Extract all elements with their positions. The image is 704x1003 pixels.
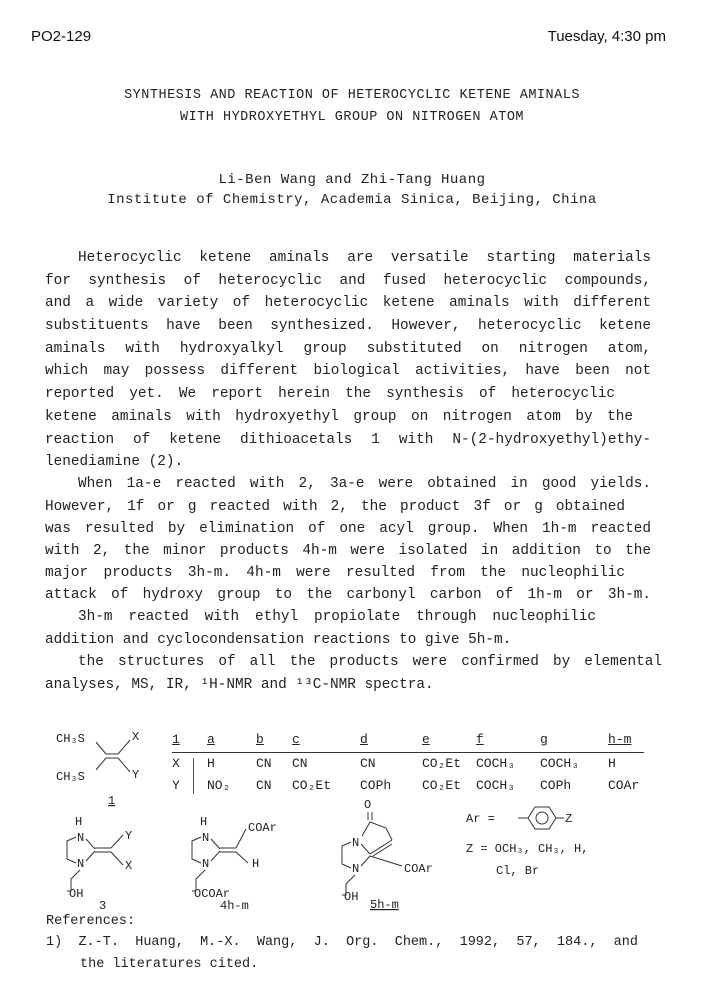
- atom-label: OCOAr: [194, 887, 231, 901]
- text-line: addition and cyclocondensation reactions to give 5h-m.: [45, 632, 512, 648]
- z-values: Cl, Br: [496, 864, 540, 878]
- table-header: b: [256, 732, 264, 747]
- table-header: h-m: [608, 732, 632, 747]
- table-cell: H: [207, 756, 215, 771]
- atom-label: O: [364, 798, 372, 812]
- table-divider: [193, 758, 194, 794]
- z-label: Z: [565, 812, 573, 826]
- z-values: Z = OCH₃, CH₃, H,: [466, 842, 589, 856]
- atom-label: CH₃S: [56, 770, 85, 784]
- table-cell: NO₂: [207, 778, 231, 793]
- atom-label: N: [352, 836, 360, 850]
- text-line: the structures of all the products were confirmed by elemental: [78, 654, 662, 670]
- text-line: substituents have been synthesized. However, heterocyclic ketene: [45, 318, 651, 334]
- title-line-2: WITH HYDROXYETHYL GROUP ON NITROGEN ATOM: [179, 110, 525, 125]
- atom-label: OH: [344, 890, 359, 904]
- atom-label: H: [252, 857, 260, 871]
- session-time: Tuesday, 4:30 pm: [547, 28, 666, 45]
- table-cell: CO₂Et: [422, 778, 462, 793]
- text-line: When 1a-e reacted with 2, 3a-e were obtained in good yields.: [78, 476, 651, 492]
- text-line: aminals with hydroxyalkyl group substituted on nitrogen atom,: [45, 341, 651, 357]
- table-cell: COCH₃: [476, 756, 516, 771]
- atom-label: N: [202, 831, 210, 845]
- compound-label: 5h-m: [370, 898, 399, 912]
- references-heading: References:: [46, 914, 136, 929]
- text-line: attack of hydroxy group to the carbonyl carbon of 1h-m or 3h-m.: [45, 587, 651, 603]
- text-line: ketene aminals with hydroxyethyl group on nitrogen atom by the: [45, 409, 633, 425]
- structure-5h-m: [330, 796, 450, 912]
- table-header: e: [422, 732, 430, 747]
- bond-lines: [67, 835, 123, 891]
- table-cell: CN: [292, 756, 308, 771]
- benzene-ring-icon: [518, 807, 564, 829]
- affiliation: Institute of Chemistry, Academia Sinica, Beijing, China: [107, 192, 597, 208]
- text-line: and a wide variety of heterocyclic ketene aminals with different: [45, 295, 651, 311]
- table-cell: COPh: [540, 778, 572, 793]
- bond-lines: [96, 740, 130, 772]
- table-cell: H: [608, 756, 616, 771]
- text-line: major products 3h-m. 4h-m were resulted from the nucleophilic: [45, 565, 625, 581]
- atom-label: N: [202, 857, 210, 871]
- structure-1: [50, 728, 170, 808]
- atom-label: Y: [125, 829, 133, 843]
- table-cell: CN: [360, 756, 376, 771]
- structure-3: [55, 815, 155, 910]
- atom-label: COAr: [404, 862, 433, 876]
- authors: Li-Ben Wang and Zhi-Tang Huang: [218, 172, 486, 188]
- table-rule: [172, 752, 644, 753]
- atom-label: COAr: [248, 821, 277, 835]
- atom-label: X: [125, 859, 133, 873]
- table-cell: CO₂Et: [422, 756, 462, 771]
- table-cell: CN: [256, 778, 272, 793]
- session-id: PO2-129: [31, 28, 92, 45]
- table-cell: CN: [256, 756, 272, 771]
- compound-label: 3: [99, 899, 107, 910]
- table-header: f: [476, 732, 484, 747]
- text-line: was resulted by elimination of one acyl group. When 1h-m reacted: [45, 521, 651, 537]
- table-cell: COPh: [360, 778, 392, 793]
- structure-4h-m: [180, 815, 290, 910]
- atom-label: H: [200, 815, 208, 829]
- title-line-1: SYNTHESIS AND REACTION OF HETEROCYCLIC KETENE AMINALS: [124, 88, 580, 103]
- table-header: c: [292, 732, 300, 747]
- atom-label: Y: [132, 768, 140, 782]
- table-compound: 1: [172, 732, 180, 747]
- table-cell: COCH₃: [476, 778, 516, 793]
- aryl-definition: [462, 802, 642, 892]
- bond-lines: [192, 829, 248, 891]
- table-header: g: [540, 732, 548, 747]
- ar-label: Ar =: [466, 812, 495, 826]
- text-line: 3h-m reacted with ethyl propiolate through nucleophilic: [78, 609, 596, 625]
- text-line: analyses, MS, IR, ¹H-NMR and ¹³C-NMR spectra.: [45, 677, 434, 693]
- atom-label: H: [75, 815, 83, 829]
- table-cell: CO₂Et: [292, 778, 332, 793]
- bond-lines: [342, 812, 402, 895]
- reference-item-continued: the literatures cited.: [80, 957, 259, 972]
- atom-label: X: [132, 730, 140, 744]
- table-cell: COAr: [608, 778, 640, 793]
- atom-label: N: [77, 857, 85, 871]
- text-line: Heterocyclic ketene aminals are versatile starting materials: [78, 250, 651, 266]
- row-label: Y: [172, 778, 180, 793]
- text-line: However, 1f or g reacted with 2, the product 3f or g obtained: [45, 499, 625, 515]
- atom-label: N: [77, 831, 85, 845]
- atom-label: N: [352, 862, 360, 876]
- row-label: X: [172, 756, 180, 771]
- text-line: which may possess different biological activities, have been not: [45, 363, 651, 379]
- table-header: d: [360, 732, 368, 747]
- text-line: for synthesis of heterocyclic and fused heterocyclic compounds,: [45, 273, 651, 289]
- text-line: lenediamine (2).: [45, 454, 184, 470]
- atom-label: OH: [69, 887, 84, 901]
- compound-label: 1: [108, 794, 116, 808]
- atom-label: CH₃S: [56, 732, 85, 746]
- text-line: with 2, the minor products 4h-m were isolated in addition to the: [45, 543, 651, 559]
- reference-item: 1) Z.-T. Huang, M.-X. Wang, J. Org. Chem., 1992, 57, 184., and: [46, 935, 638, 950]
- text-line: reaction of ketene dithioacetals 1 with N-(2-hydroxyethyl)ethy-: [45, 432, 651, 448]
- compound-label: 4h-m: [220, 899, 249, 910]
- text-line: reported yet. We report herein the synthesis of heterocyclic: [45, 386, 615, 402]
- table-cell: COCH₃: [540, 756, 580, 771]
- table-header: a: [207, 732, 215, 747]
